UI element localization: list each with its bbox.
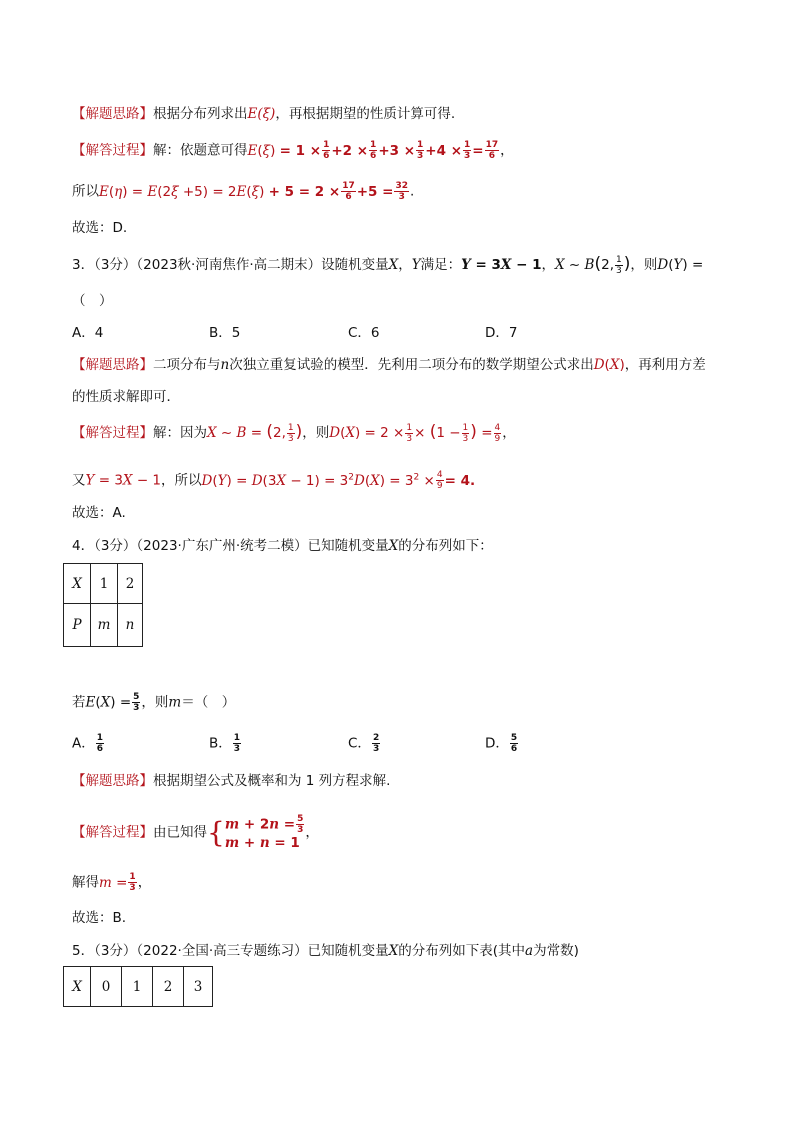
q3-stem: 3．（3分）（2023秋·河南焦作·高二期末）设随机变量X，Y满足：Y = 3X − 1，X ~ B(2, $\frac{1}{3}$ )，则D(Y) =	[72, 254, 704, 276]
table-cell: 3	[184, 967, 213, 1007]
q4-option-d[interactable]: D． $\frac{5}{6}$	[485, 733, 518, 754]
process-tag: 【解答过程】	[72, 824, 153, 841]
q4-option-c[interactable]: C． $\frac{2}{3}$	[348, 733, 380, 754]
q4-solve: 解得m = $\frac{1}{3}$ ，	[72, 872, 152, 893]
q4-condition: 若E(X) = $\frac{5}{3}$ ，则m＝（ ）	[72, 692, 236, 713]
q3-paren: （ ）	[72, 293, 113, 309]
table-cell: X	[64, 564, 91, 604]
table-cell: 0	[91, 967, 122, 1007]
q4-option-b[interactable]: B． $\frac{1}{3}$	[209, 733, 241, 754]
q3-option-b[interactable]: B．5	[209, 325, 241, 341]
table-cell: 1	[122, 967, 153, 1007]
q5-distribution-table	[63, 966, 213, 1007]
idea-tag: 【解题思路】	[72, 106, 153, 122]
q4-solution-idea: 【解题思路】根据期望公式及概率和为 1 列方程求解.	[72, 773, 391, 789]
table-cell: n	[118, 604, 143, 647]
process-tag: 【解答过程】	[72, 425, 153, 441]
q5-stem: 5．（3分）（2022·全国·高三专题练习）已知随机变量X的分布列如下表(其中a为常数)	[72, 943, 579, 959]
q4-answer: 故选：B.	[72, 910, 127, 926]
q4-solution-process: 【解答过程】由已知得{ m + 2n = $\frac{5}{3}$ m + n = 1 ，	[72, 814, 319, 851]
q4-stem: 4．（3分）（2023·广东广州·统考二模）已知随机变量X的分布列如下：	[72, 538, 493, 554]
idea-tag: 【解题思路】	[72, 357, 153, 373]
q3-option-d[interactable]: D．7	[485, 325, 518, 341]
q4-distribution-table	[63, 563, 143, 647]
table-cell: 1	[91, 564, 118, 604]
q3-option-a[interactable]: A．4	[72, 325, 104, 341]
q3-solution-line2: 又Y = 3X − 1，所以$D(Y) = D(3X - 1) = 3^2D(X) = 3^2$ × $\frac{4}{9}$ = 4.	[72, 470, 476, 491]
q3-answer: 故选：A.	[72, 505, 126, 521]
table-cell: 2	[118, 564, 143, 604]
q3-option-c[interactable]: C．6	[348, 325, 380, 341]
idea-tag: 【解题思路】	[72, 773, 153, 789]
q3-solution-idea-cont: 的性质求解即可．	[72, 389, 180, 405]
q2-solution-idea: 【解题思路】根据分布列求出E(ξ)，再根据期望的性质计算可得.	[72, 106, 456, 122]
q2-solution-line: 所以E(η) = E(2ξ +5) = 2E(ξ) + 5 = 2 × $\frac{17}{6}$ +5 = $\frac{32}{3}$ .	[72, 181, 415, 202]
q2-solution-process: 【解答过程】解：依题意可得E(ξ) = 1 × $\frac{1}{6}$ +2 × $\frac{1}{6}$ +3 × $\frac{1}{3}$ +4 × $\frac{1}{3}$ = $\frac{17}{6}$ ，	[72, 140, 514, 161]
q4-option-a[interactable]: A． $\frac{1}{6}$	[72, 733, 104, 754]
table-cell: X	[64, 967, 91, 1007]
q3-solution-idea: 【解题思路】二项分布与n次独立重复试验的模型．先利用二项分布的数学期望公式求出D(X)，再利用方差	[72, 357, 706, 373]
q2-answer: 故选：D.	[72, 220, 128, 236]
process-tag: 【解答过程】	[72, 142, 153, 159]
q3-solution-process: 【解答过程】解：因为X ~ B = (2, $\frac{1}{3}$ )，则D(X) = 2 × $\frac{1}{3}$ × (1 − $\frac{1}{3}$ ) = $\frac{4}{9}$ ，	[72, 422, 516, 444]
table-cell: m	[91, 604, 118, 647]
table-cell: 2	[153, 967, 184, 1007]
table-cell: P	[64, 604, 91, 647]
